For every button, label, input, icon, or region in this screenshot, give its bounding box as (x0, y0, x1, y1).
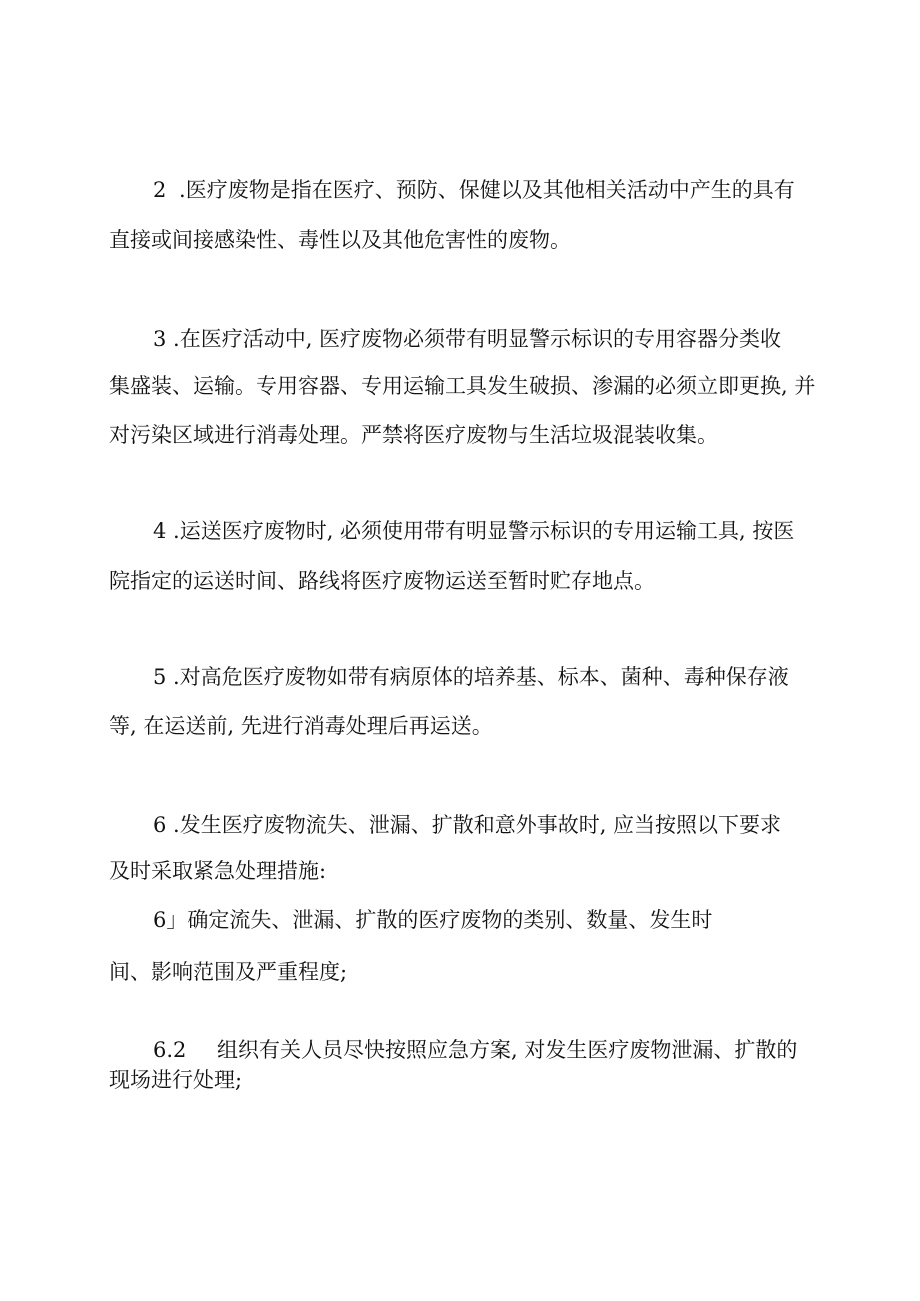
paragraph-line: 间、影响范围及严重程度; (109, 960, 348, 984)
paragraph-line: 6」确定流失、泄漏、扩散的医疗废物的类别、数量、发生时 (153, 908, 713, 932)
paragraph-line: 等, 在运送前, 先进行消毒处理后再运送。 (109, 714, 493, 738)
paragraph-line: 对污染区域进行消毒处理。严禁将医疗废物与生活垃圾混装收集。 (109, 423, 718, 447)
paragraph-line: 3 .在医疗活动中, 医疗废物必须带有明显警示标识的专用容器分类收 (153, 327, 782, 351)
paragraph-line: 集盛装、运输。专用容器、专用运输工具发生破损、渗漏的必须立即更换, 并 (109, 374, 816, 398)
paragraph-line: 现场进行处理; (109, 1068, 243, 1092)
paragraph-line: 4 .运送医疗废物时, 必须使用带有明显警示标识的专用运输工具, 按医 (153, 519, 795, 543)
paragraph-text: 组织有关人员尽快按照应急方案, 对发生医疗废物泄漏、扩散的 (217, 1038, 798, 1062)
paragraph-number: 6.2 (153, 1038, 187, 1062)
paragraph-line: 院指定的运送时间、路线将医疗废物运送至暂时贮存地点。 (109, 569, 655, 593)
paragraph-line: 6 .发生医疗废物流失、泄漏、扩散和意外事故时, 应当按照以下要求 (153, 813, 782, 837)
paragraph-line: 直接或间接感染性、毒性以及其他危害性的废物。 (109, 228, 571, 252)
paragraph-line: 2 .医疗废物是指在医疗、预防、保健以及其他相关活动中产生的具有 (153, 178, 795, 202)
paragraph-line: 及时采取紧急处理措施: (109, 859, 327, 883)
paragraph-line (153, 1040, 797, 1061)
paragraph-line: 5 .对高危医疗废物如带有病原体的培养基、标本、菌种、毒种保存液 (153, 665, 789, 689)
